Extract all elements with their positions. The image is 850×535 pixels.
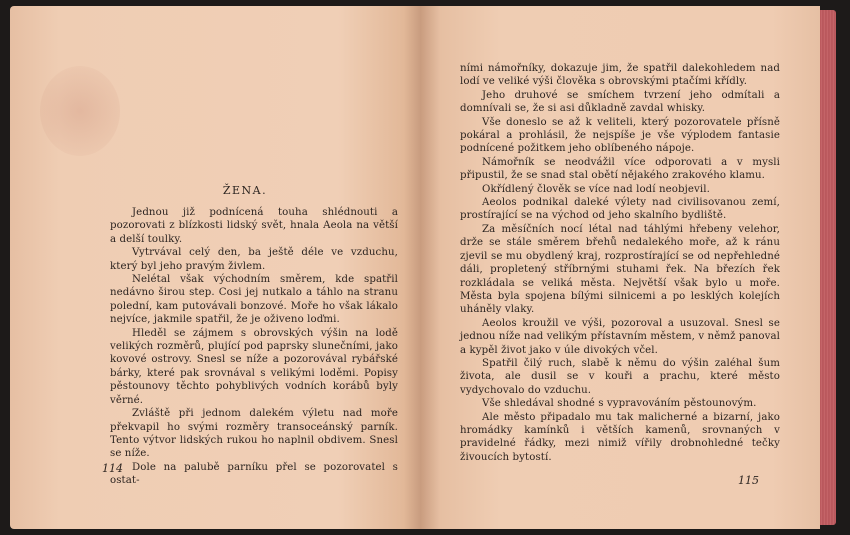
paragraph: Jednou již podnícená touha shlédnouti a pozorovati z blízkosti lidský svět, hnala Aeola na větší a delší toulky. — [110, 207, 398, 245]
paragraph: Zvláště při jednom dalekém výletu nad moře překvapil ho svými rozměry transoceánský parník. Tento výtvor lidských rukou ho naplnil obdivem. Snesl se níže. — [110, 408, 398, 460]
page-number-right: 115 — [738, 474, 759, 487]
paragraph: Za měsíčních nocí létal nad táhlými hřebeny velehor, drže se stále směrem břehů nedalekého moře, až k ránu zjevil se mu obydlený kraj, rozprostírající se od nepřehledné dáli, propletený stříbrnými stuhami řek. Na březích řek rozkládala se veliká města. Největší však bylo u moře. Města byla spojena bílými silnicemi a po lesklých kolejích uháněly vlaky. — [460, 223, 780, 316]
paper-stain — [40, 66, 120, 156]
page-edges — [820, 10, 836, 525]
paragraph: Vše doneslo se až k veliteli, který pozorovatele přísně pokáral a prohlásil, že nejspíše je vše výplodem fantasie podnícené požitkem jeho oblíbeného nápoje. — [460, 116, 780, 155]
paragraph: Dole na palubě parníku přel se pozorovatel s ostat- — [110, 461, 398, 487]
paragraph: Jeho druhové se smíchem tvrzení jeho odmítali a domnívali se, že si asi důkladně zavdal whisky. — [460, 89, 780, 115]
paragraph: ními námořníky, dokazuje jim, že spatřil dalekohledem nad lodí ve veliké výši člověka s obrovskými ptačími křídly. — [460, 63, 780, 88]
page-number-left: 114 — [102, 462, 123, 475]
paragraph: Hleděl se zájmem s obrovských výšin na lodě velikých rozměrů, plující pod paprsky slunečními, jako kovové ostrovy. Snesl se níže a pozorovával rybářské bárky, které pak srovnával s velikými loděmi. Popisy pěstounovy těchto pohyblivých vodních korábů byly věrné. — [110, 327, 398, 406]
paragraph: Aeolos podnikal daleké výlety nad civilisovanou zemí, prostírající se na východ od jeho skalního bydliště. — [460, 197, 780, 222]
paragraph: Vytrvával celý den, ba ještě déle ve vzduchu, který byl jeho pravým živlem. — [110, 247, 398, 272]
paragraph: Aeolos kroužil ve výši, pozoroval a usuzoval. Snesl se jednou níže nad velikým přístavním městem, v němž panoval a kypěl život jako v úle divokých včel. — [460, 317, 780, 356]
chapter-title: ŽENA. — [222, 184, 268, 197]
paragraph: Nelétal však východním směrem, kde spatřil nedávno širou step. Cosi jej nutkalo a táhlo na stranu polední, kam putovávali bonzové. Moře ho však lákalo nejvíce, jakmile spatřil, že je oživeno loďmi. — [110, 274, 398, 326]
paragraph: Spatřil čilý ruch, slabě k němu do výšin zaléhal šum života, ale dusil se v kouři a prachu, které město vydychovalo do vzduchu. — [460, 357, 780, 396]
right-page-text — [460, 62, 780, 464]
left-page-text — [110, 206, 398, 488]
open-book — [10, 6, 836, 529]
left-page — [10, 6, 420, 529]
paragraph: Námořník se neodvážil více odporovati a v mysli připustil, že se snad stal obětí nějakého zrakového klamu. — [460, 156, 780, 182]
right-page — [420, 6, 820, 529]
paragraph: Vše shledával shodné s vypravováním pěstounovým. — [482, 398, 757, 410]
paragraph: Ale město připadalo mu tak malicherné a bizarní, jako hromádky kamínků i větších kamenů, srovnaných v pravidelné řádky, mezi nimiž vířily drobnohledné tečky živoucích bytostí. — [460, 411, 780, 463]
paragraph: Okřídlený člověk se více nad lodí neobjevil. — [482, 183, 710, 195]
